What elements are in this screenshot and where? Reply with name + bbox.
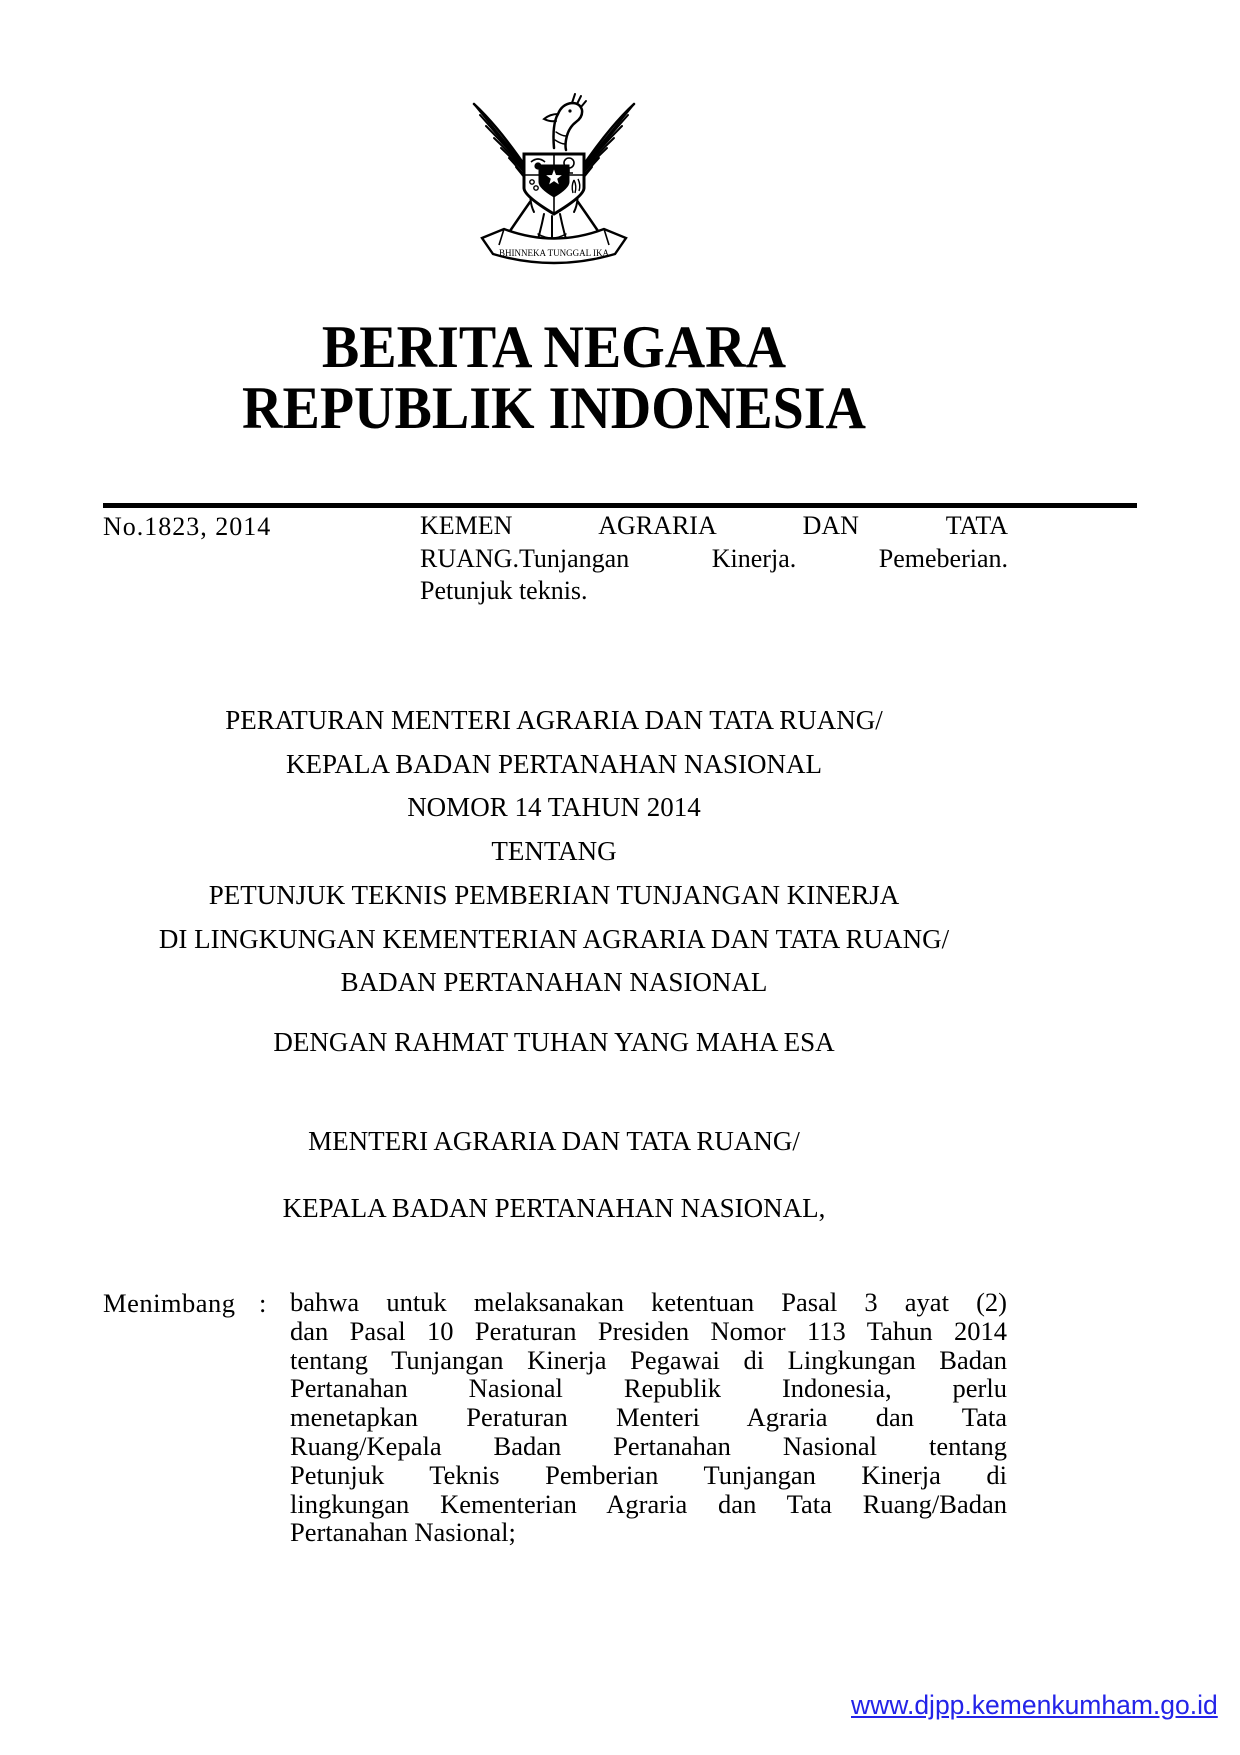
emblem-motto-text: BHINNEKA TUNGGAL IKA — [499, 248, 609, 258]
footer-website-link[interactable]: www.djpp.kemenkumham.go.id — [851, 1690, 1218, 1720]
considering-line: Ruang/Kepala Badan Pertanahan Nasional tentang — [290, 1430, 1007, 1461]
invocation-line: DENGAN RAHMAT TUHAN YANG MAHA ESA — [273, 1027, 835, 1057]
regulation-title-line: DI LINGKUNGAN KEMENTERIAN AGRARIA DAN TATA RUANG/ — [158, 923, 950, 954]
considering-line: menetapkan Peraturan Menteri Agraria dan Tata — [290, 1402, 1007, 1433]
authority-line-2: KEPALA BADAN PERTANAHAN NASIONAL, — [282, 1193, 826, 1223]
considering-label: Menimbang — [103, 1288, 236, 1318]
considering-colon: : — [259, 1288, 267, 1318]
masthead — [103, 313, 1005, 442]
gazette-subject-line: Petunjuk teknis. — [420, 576, 588, 605]
regulation-title-block — [103, 699, 1005, 1005]
gazette-subject-line: RUANG.Tunjangan Kinerja. Pemeberian. — [420, 543, 1008, 573]
considering-line: Pertanahan Nasional; — [290, 1517, 516, 1548]
considering-line: dan Pasal 10 Peraturan Presiden Nomor 113 Tahun 2014 — [290, 1315, 1007, 1346]
masthead-divider-rule — [103, 503, 1137, 508]
considering-line: lingkungan Kementerian Agraria dan Tata Ruang/Badan — [290, 1488, 1007, 1519]
masthead-title-line2: REPUBLIK INDONESIA — [242, 374, 866, 442]
considering-line: tentang Tunjangan Kinerja Pegawai di Lingkungan Badan — [290, 1344, 1007, 1375]
regulation-title-line: TENTANG — [491, 836, 617, 867]
garuda-pancasila-emblem — [468, 84, 640, 280]
regulation-title-line: PETUNJUK TEKNIS PEMBERIAN TUNJANGAN KINERJA — [208, 879, 900, 910]
garuda-pancasila-icon — [468, 84, 640, 280]
regulation-title-line: NOMOR 14 TAHUN 2014 — [407, 792, 701, 823]
regulation-title-line: PERATURAN MENTERI AGRARIA DAN TATA RUANG/ — [225, 705, 883, 735]
regulation-title-line: BADAN PERTANAHAN NASIONAL — [340, 967, 768, 998]
considering-line: Pertanahan Nasional Republik Indonesia, perlu — [290, 1373, 1007, 1404]
masthead-title-line1: BERITA NEGARA — [321, 313, 787, 381]
considering-body — [290, 1288, 1007, 1547]
regulation-title-line: KEPALA BADAN PERTANAHAN NASIONAL — [286, 748, 822, 779]
gazette-subject-line: KEMEN AGRARIA DAN TATA — [420, 511, 1008, 540]
gazette-number: No.1823, 2014 — [103, 512, 272, 541]
considering-line: Petunjuk Teknis Pemberian Tunjangan Kinerja di — [290, 1459, 1007, 1490]
gazette-subject-block — [420, 510, 1008, 608]
considering-line: bahwa untuk melaksanakan ketentuan Pasal 3 ayat (2) — [290, 1287, 1007, 1317]
authority-line-1: MENTERI AGRARIA DAN TATA RUANG/ — [308, 1126, 800, 1156]
